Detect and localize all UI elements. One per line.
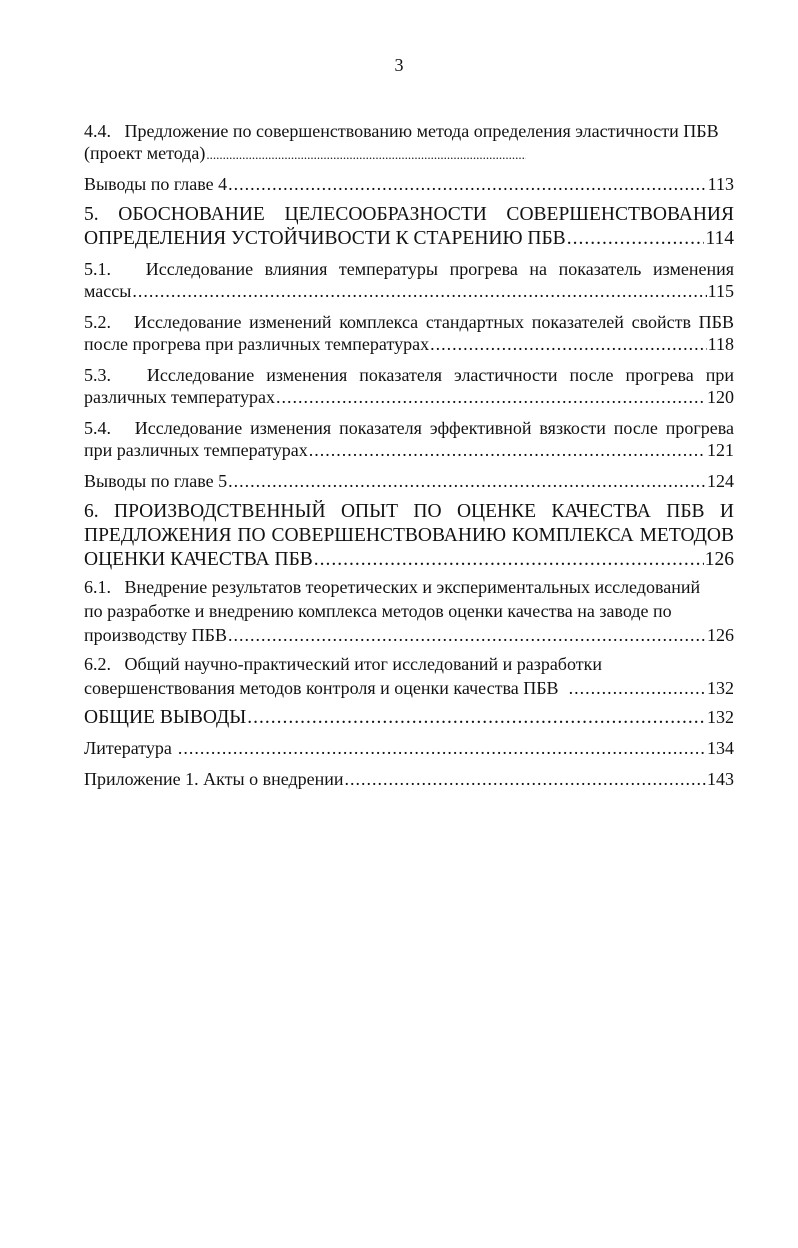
- toc-entry-text: ОБЩИЕ ВЫВОДЫ: [84, 707, 247, 728]
- toc-entry-text: Литература: [84, 738, 172, 758]
- toc-entry-chapter-5[interactable]: [84, 203, 734, 251]
- toc-entry-line: [84, 439, 734, 461]
- toc-entry-line: [84, 142, 734, 164]
- dot-leader: [567, 227, 705, 251]
- dot-leader: [276, 386, 706, 408]
- toc-entry-line: [84, 470, 734, 492]
- toc-page-number: 143: [707, 769, 734, 789]
- dot-leader: [247, 706, 706, 729]
- toc-entry-5-3[interactable]: [84, 364, 734, 408]
- toc-page-number: 115: [707, 281, 734, 301]
- toc-entry-6-2[interactable]: [84, 653, 734, 699]
- dot-leader: [228, 470, 706, 492]
- toc-page-number: 126: [704, 549, 734, 570]
- page-number: 3: [394, 55, 404, 75]
- toc-page-number: 118: [707, 334, 734, 354]
- dot-leader: [345, 768, 706, 790]
- dot-leader: [206, 142, 526, 164]
- toc-entry-text: массы: [84, 281, 132, 301]
- toc-entry-line: [84, 227, 734, 251]
- dot-leader: [569, 677, 706, 699]
- toc-entry-line: [84, 624, 734, 646]
- toc-entry-text: ОПРЕДЕЛЕНИЯ УСТОЙЧИВОСТИ К СТАРЕНИЮ ПБВ: [84, 228, 566, 249]
- toc-entry-line: [84, 333, 734, 355]
- toc-entry-line: [84, 548, 734, 572]
- toc-entry-line: ПРЕДЛОЖЕНИЯ ПО СОВЕРШЕНСТВОВАНИЮ КОМПЛЕКСА МЕТОДОВ: [84, 525, 734, 546]
- toc-entry-line: 4.4. Предложение по совершенствованию метода определения эластичности ПБВ: [84, 121, 719, 141]
- toc-entry-line: [84, 173, 734, 195]
- toc-entry-text: Приложение 1. Акты о внедрении: [84, 769, 344, 789]
- toc-page-number: 132: [707, 678, 734, 698]
- toc-page-number: 134: [707, 738, 734, 758]
- toc-entry-6-1[interactable]: [84, 576, 734, 646]
- toc-entry-line: по разработке и внедрению комплекса методов оценки качества на заводе по: [84, 601, 672, 621]
- toc-entry-5-1[interactable]: [84, 258, 734, 302]
- toc-entry-line: [84, 737, 734, 759]
- toc-entry-text: ОЦЕНКИ КАЧЕСТВА ПБВ: [84, 549, 313, 570]
- toc-entry-line: 6.1. Внедрение результатов теоретических и экспериментальных исследований: [84, 577, 701, 597]
- dot-leader: [430, 333, 707, 355]
- toc-entry-line: 5.4. Исследование изменения показателя эффективной вязкости после прогрева: [84, 418, 734, 438]
- toc-entry-chapter-6[interactable]: [84, 500, 734, 572]
- toc-entry-text: после прогрева при различных температурах: [84, 334, 430, 354]
- toc-entry-text: при различных температурах: [84, 440, 308, 460]
- toc-entry-line: 6.2. Общий научно-практический итог исследований и разработки: [84, 654, 602, 674]
- toc-entry-text: совершенствования методов контроля и оценки качества ПБВ: [84, 678, 559, 698]
- toc-entry-conclusions-5[interactable]: [84, 470, 734, 492]
- toc-entry-5-4[interactable]: [84, 417, 734, 461]
- dot-leader: [132, 280, 706, 302]
- toc-entry-line: [84, 280, 734, 302]
- toc-entry-line: [84, 677, 734, 699]
- toc-page-number: 121: [707, 440, 734, 460]
- toc-entry-appendix-1[interactable]: [84, 768, 734, 790]
- toc-entry-5-2[interactable]: [84, 311, 734, 355]
- toc-entry-line: 5.3. Исследование изменения показателя эластичности после прогрева при: [84, 365, 734, 385]
- toc-entry-line: [84, 768, 734, 790]
- toc-entry-line: [84, 386, 734, 408]
- toc-entry-text: различных температурах: [84, 387, 276, 407]
- dot-leader: [309, 439, 706, 461]
- toc-page-number: 126: [707, 625, 734, 645]
- toc-entry-line: [84, 705, 734, 729]
- toc-entry-line: 5.1. Исследование влияния температуры прогрева на показатель изменения: [84, 259, 734, 279]
- dot-leader: [314, 548, 704, 572]
- toc-entry-line: 5. ОБОСНОВАНИЕ ЦЕЛЕСООБРАЗНОСТИ СОВЕРШЕНСТВОВАНИЯ: [84, 204, 734, 225]
- dot-leader: [228, 624, 706, 646]
- toc-entry-general-conclusions[interactable]: [84, 705, 734, 729]
- toc-entry-conclusions-4[interactable]: [84, 173, 734, 195]
- toc-entry-references[interactable]: [84, 737, 734, 759]
- dot-leader: [178, 737, 706, 759]
- toc-page-number: 114: [705, 228, 734, 249]
- toc-page-number: 124: [707, 471, 734, 491]
- toc-page-number: 120: [707, 387, 734, 407]
- toc-entry-text: Выводы по главе 5: [84, 471, 228, 491]
- toc-page-number: 132: [707, 707, 734, 727]
- toc-page-number: 113: [707, 174, 734, 194]
- toc-entry-text: Выводы по главе 4: [84, 174, 228, 194]
- dot-leader: [228, 173, 706, 195]
- toc-entry-text: производству ПБВ: [84, 625, 227, 645]
- toc-entry-line: 6. ПРОИЗВОДСТВЕННЫЙ ОПЫТ ПО ОЦЕНКЕ КАЧЕСТВА ПБВ И: [84, 501, 734, 522]
- toc-entry-text: (проект метода): [84, 143, 206, 163]
- toc-entry-4-4[interactable]: [84, 120, 734, 164]
- toc-entry-line: 5.2. Исследование изменений комплекса стандартных показателей свойств ПБВ: [84, 312, 734, 332]
